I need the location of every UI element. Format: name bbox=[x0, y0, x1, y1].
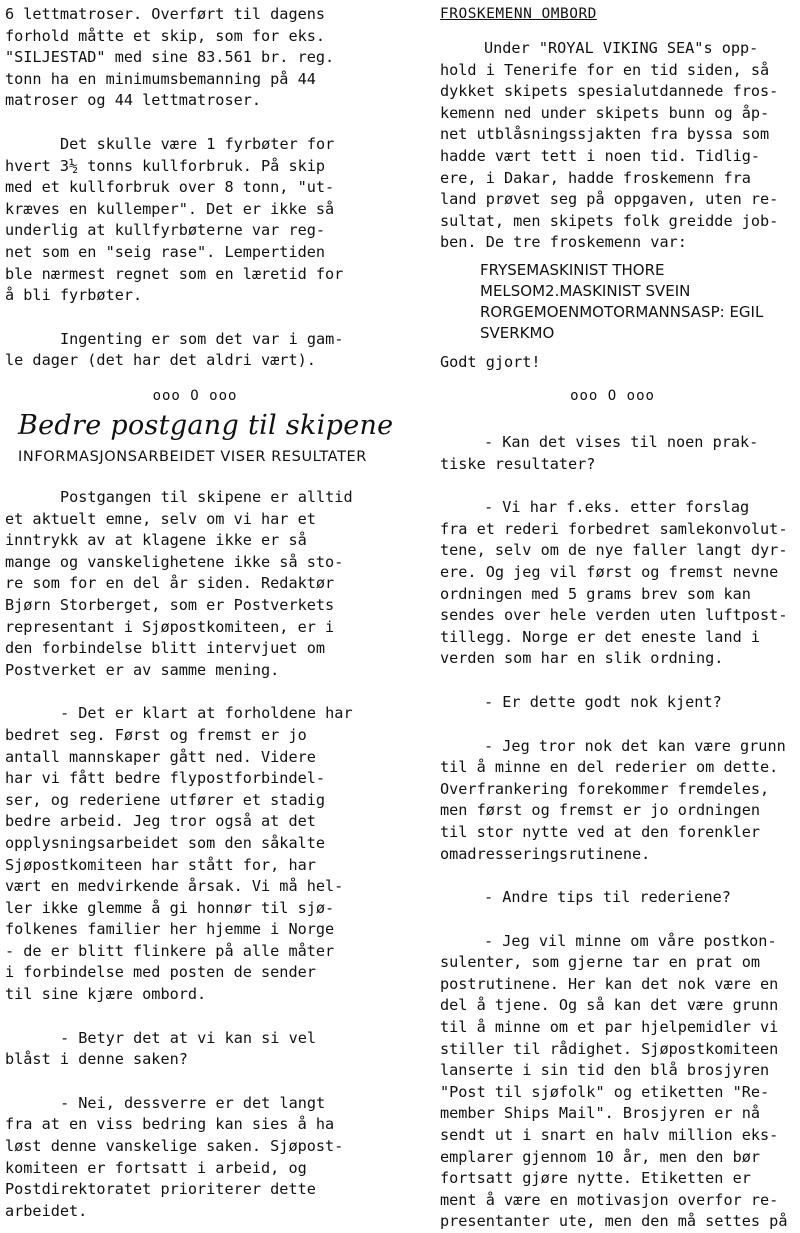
text-line: komiteen er fortsatt i arbeid, og bbox=[5, 1158, 307, 1177]
text-line: tonn ha en minimumsbemanning på 44 bbox=[5, 69, 316, 88]
text-line: et aktuelt emne, selv om vi har et bbox=[5, 509, 316, 528]
text-line: å bli fyrbøter. bbox=[5, 286, 143, 305]
text-line: forhold måtte et skip, som for eks. bbox=[5, 26, 326, 45]
text-line: representant i Sjøpostkomiteen, er i bbox=[5, 617, 335, 636]
text-line: lanserte i sin tid den blå brosjyren bbox=[440, 1061, 770, 1080]
text-line: ordningen med 5 grams brev som kan bbox=[440, 584, 751, 603]
text-line: ment å være en motivasjon overfor re- bbox=[440, 1190, 779, 1209]
text-line: postrutinene. Her kan det nok være en bbox=[440, 974, 779, 993]
text-line: sendes over hele verden uten luftpost- bbox=[440, 606, 788, 625]
text-line: emplarer gjennom 10 år, men den bør bbox=[440, 1147, 761, 1166]
text-line: ble nærmest regnet som en læretid for bbox=[5, 264, 344, 283]
text-line: - Jeg vil minne om våre postkon- bbox=[484, 931, 777, 950]
text-line: til stor nytte ved at den forenkler bbox=[440, 822, 761, 841]
text-line: verden som har en slik ordning. bbox=[440, 649, 724, 668]
paragraph bbox=[5, 487, 365, 681]
text-line: ben. De tre froskemenn var: bbox=[440, 233, 687, 252]
text-line: bedre arbeid. Jeg tror også at det bbox=[5, 812, 316, 831]
text-line: tillegg. Norge er det eneste land i bbox=[440, 627, 761, 646]
section-heading: FROSKEMENN OMBORD bbox=[440, 6, 597, 22]
text-line: Bjørn Storberget, som er Postverkets bbox=[5, 595, 335, 614]
text-line: har vi fått bedre flypostforbindel- bbox=[5, 769, 326, 788]
text-line: Postgangen til skipene er alltid bbox=[60, 488, 353, 506]
text-line: MOTORMANNSASP: EGIL SVERKMO bbox=[480, 302, 764, 342]
text-line: hadde vært tett i noen tid. Tidlig- bbox=[440, 146, 761, 165]
article-title: Bedre postgang til skipene bbox=[18, 410, 394, 441]
text-line: 2.MASKINIST SVEIN RORGEMOEN bbox=[480, 281, 691, 321]
text-line: antall mannskaper gått ned. Videre bbox=[5, 747, 316, 766]
text-line: - Kan det vises til noen prak- bbox=[484, 433, 759, 451]
text-line: matroser og 44 lettmatroser. bbox=[5, 91, 262, 110]
text-line: - Det er klart at forholdene har bbox=[60, 704, 353, 723]
text-line: underlig at kullfyrbøterne var reg- bbox=[5, 221, 326, 240]
text-line: men først og fremst er jo ordningen bbox=[440, 801, 761, 820]
text-line: "Post til sjøfolk" og etiketten "Re- bbox=[440, 1082, 770, 1101]
text-line: til sine kjære ombord. bbox=[5, 985, 207, 1004]
text-line: Det skulle være 1 fyrbøter for bbox=[60, 134, 335, 153]
text-line: tene, selv om de nye faller langt dyr- bbox=[440, 541, 788, 560]
text-line: vært en medvirkende årsak. Vi må hel- bbox=[5, 877, 344, 896]
text-line: ser, og rederiene utfører et stadig bbox=[5, 790, 326, 809]
text-line: den forbindelse blitt intervjuet om bbox=[5, 639, 326, 658]
article-header bbox=[18, 410, 418, 465]
text-line: arbeidet. bbox=[5, 1201, 88, 1220]
top-left-column bbox=[5, 4, 365, 404]
text-line: blåst i denne saken? bbox=[5, 1050, 188, 1069]
text-line: 6 lettmatroser. Overført til dagens bbox=[5, 5, 326, 23]
paragraph bbox=[5, 703, 365, 1005]
paragraph bbox=[440, 887, 795, 909]
paragraph bbox=[440, 692, 795, 714]
crew-list bbox=[480, 260, 795, 344]
text-line: - de er blitt flinkere på alle måter bbox=[5, 941, 335, 960]
text-line: opplysningsarbeidet som den såkalte bbox=[5, 833, 326, 852]
text-line: - Vi har f.eks. etter forslag bbox=[484, 498, 750, 517]
paragraph bbox=[5, 4, 365, 112]
text-line: land prøvet seg på oppgaven, uten re- bbox=[440, 190, 779, 209]
text-line: "SILJESTAD" med sine 83.561 br. reg. bbox=[5, 48, 335, 67]
text-line: fortsatt gjøre nytte. Etiketten er bbox=[440, 1169, 751, 1188]
text-line: - Andre tips til rederiene? bbox=[484, 888, 731, 907]
text-line: folkenes familier her hjemme i Norge bbox=[5, 920, 335, 939]
text-line: til å minne om et par hjelpemidler vi bbox=[440, 1018, 779, 1037]
text-line: Postverket er av samme mening. bbox=[5, 660, 280, 679]
text-line: sultat, men skipets folk greidde job- bbox=[440, 211, 779, 230]
paragraph bbox=[5, 134, 365, 307]
text-line: mange og vanskelighetene ikke så sto- bbox=[5, 552, 344, 571]
text-line: omadresseringsrutinene. bbox=[440, 844, 651, 863]
text-line: Sjøpostkomiteen har stått for, har bbox=[5, 855, 316, 874]
text-line: kemenn ned under skipets bunn og åp- bbox=[440, 103, 770, 122]
text-line: tiske resultater? bbox=[440, 454, 596, 473]
text-line: med et kullforbruk over 8 tonn, "ut- bbox=[5, 178, 335, 197]
text-line: member Ships Mail". Brosjyren er nå bbox=[440, 1104, 761, 1123]
text-line: hvert 3½ tonns kullforbruk. På skip bbox=[5, 156, 326, 175]
paragraph bbox=[440, 432, 795, 475]
text-line: dykket skipets spesialutdannede fros- bbox=[440, 82, 779, 101]
article-left-column bbox=[5, 487, 365, 1222]
article-right-column bbox=[440, 432, 795, 1233]
text-line: Under "ROYAL VIKING SEA"s opp- bbox=[484, 39, 759, 57]
text-line: FRYSEMASKINIST THORE MELSOM bbox=[480, 260, 665, 300]
text-line: bedret seg. Først og fremst er jo bbox=[5, 725, 307, 744]
text-line: ere. Og jeg vil først og fremst nevne bbox=[440, 562, 779, 581]
text-line: til å minne en del rederier om dette. bbox=[440, 758, 779, 777]
text-line: Ingenting er som det var i gam- bbox=[60, 329, 344, 348]
text-line: sendt ut i snart en halv million eks- bbox=[440, 1126, 779, 1145]
text-line: ler ikke glemme å gi honnør til sjø- bbox=[5, 898, 335, 917]
paragraph bbox=[440, 736, 795, 866]
text-line: re som for en del år siden. Redaktør bbox=[5, 574, 335, 593]
text-line: - Jeg tror nok det kan være grunn bbox=[484, 736, 786, 755]
text-line: sulenter, som gjerne tar en prat om bbox=[440, 953, 761, 972]
text-line: - Betyr det at vi kan si vel bbox=[60, 1028, 317, 1047]
paragraph bbox=[440, 497, 795, 670]
paragraph bbox=[5, 329, 365, 372]
text-line: - Nei, dessverre er det langt bbox=[60, 1093, 326, 1112]
text-line: kræves en kullemper". Det er ikke så bbox=[5, 199, 335, 218]
text-line: net som en "seig rase". Lempertiden bbox=[5, 242, 326, 261]
section-separator: ooo O ooo bbox=[152, 387, 238, 404]
text-line: løst denne vanskelige saken. Sjøpost- bbox=[5, 1137, 344, 1156]
text-line: i forbindelse med posten de sender bbox=[5, 963, 316, 982]
text-line: inntrykk av at klagene ikke er så bbox=[5, 531, 307, 550]
paragraph bbox=[5, 1028, 365, 1071]
paragraph bbox=[5, 1093, 365, 1223]
text-line: - Er dette godt nok kjent? bbox=[484, 692, 722, 711]
top-right-column bbox=[440, 6, 795, 404]
text-line: fra et rederi forbedret samlekonvolut- bbox=[440, 519, 788, 538]
paragraph bbox=[440, 38, 795, 254]
paragraph bbox=[440, 931, 795, 1233]
article-subtitle: INFORMASJONSARBEIDET VISER RESULTATER bbox=[18, 449, 367, 465]
text-line: hold i Tenerife for en tid siden, så bbox=[440, 60, 770, 79]
section-separator: ooo O ooo bbox=[570, 387, 655, 404]
text-line: presentanter ute, men den må settes på bbox=[440, 1212, 788, 1231]
text-line: fra at en viss bedring kan sies å ha bbox=[5, 1115, 335, 1134]
text-line: ere, i Dakar, hadde froskemenn fra bbox=[440, 168, 751, 187]
text-line: Postdirektoratet prioriterer dette bbox=[5, 1180, 316, 1199]
text-line: stiller til rådighet. Sjøpostkomiteen bbox=[440, 1039, 779, 1058]
text-line: Overfrankering forekommer fremdeles, bbox=[440, 779, 770, 798]
closing-line: Godt gjort! bbox=[440, 352, 541, 371]
text-line: le dager (det har det aldri vært). bbox=[5, 351, 316, 370]
text-line: del å tjene. Og så kan det være grunn bbox=[440, 996, 779, 1015]
text-line: net utblåsningssjakten fra byssa som bbox=[440, 125, 770, 144]
